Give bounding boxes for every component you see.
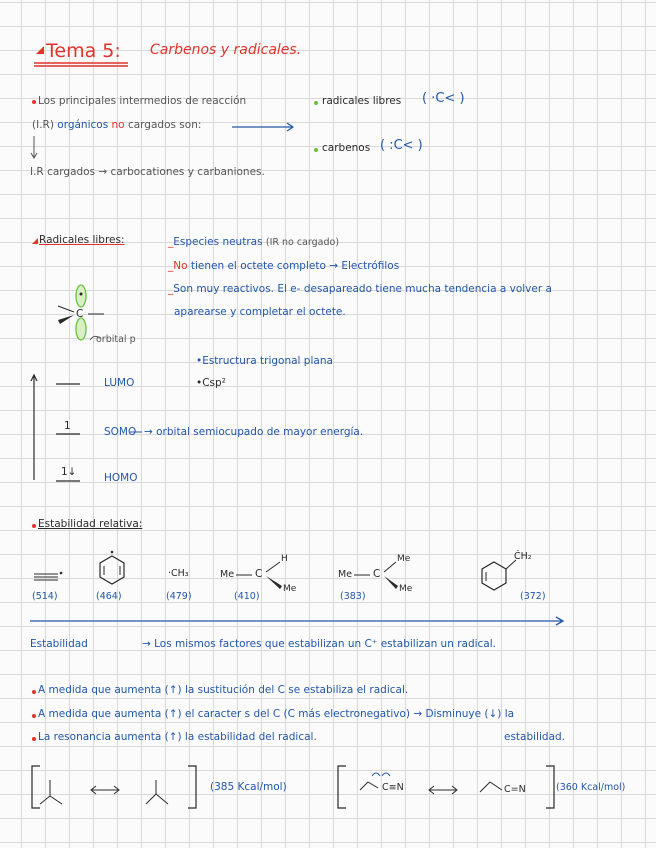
intro-line2: (I.R) orgánicos no cargados son: [32,119,202,131]
value-514: (514) [32,591,58,602]
h-label: H [281,554,288,564]
orbital-p-label: orbital p [96,334,136,345]
value-383: (383) [340,591,366,602]
me-label: Me [283,584,297,594]
carbon-label: C [255,568,263,580]
somo-description: → orbital semiocupado de mayor energía. [144,426,364,438]
rule-1: A medida que aumenta (↑) la sustitución del C se estabiliza el radical. [38,684,409,696]
radicales-p3: _Son muy reactivos. El e- desapareado tiene mucha tendencia a volver a [168,283,552,295]
radicales-p1: _Especies neutras (IR no cargado) [168,236,340,248]
rule-2: A medida que aumenta (↑) el caracter s del C (C más electronegativo) → Disminuye (↓) la [38,708,515,720]
cn-double: C=N [504,784,526,795]
me-label: Me [338,569,353,580]
page-title: Tema 5: [46,40,121,62]
page-subtitle: Carbenos y radicales. [150,42,302,58]
ch3-label: ·CH₃ [168,568,189,579]
value-410: (410) [234,591,260,602]
ch2-label: ĊH₂ [514,551,532,562]
somo-electron: 1 [64,420,71,432]
radical-formula: ( ·C< ) [422,91,465,106]
me-label: Me [220,569,235,580]
radicales-p2: _No tienen el octete completo → Electrófilos [168,260,400,272]
carbon-label: C [373,568,381,580]
stability-axis-desc: → Los mismos factores que estabilizan un C⁺ estabilizan un radical. [142,638,497,650]
value-464: (464) [96,591,122,602]
value-479: (479) [166,591,192,602]
cn-triple: C≡N [382,782,404,793]
radicales-p3b: aparearse y completar el octete. [174,306,346,318]
homo-label: HOMO [104,472,138,484]
resonance-value-2: (360 Kcal/mol) [556,782,626,793]
radicales-heading: Radicales libres: [39,234,125,246]
carbenos-label: carbenos [322,142,371,154]
value-372: (372) [520,591,546,602]
intro-line1: Los principales intermedios de reacción [38,95,247,107]
radicales-libres-label: radicales libres [322,95,402,107]
me-label: Me [397,554,411,564]
lumo-label: LUMO [104,377,135,389]
resonance-value-1: (385 Kcal/mol) [210,781,287,793]
estructura-text: •Estructura trigonal plana [196,355,333,367]
estabilidad-heading: Estabilidad relativa: [38,518,143,530]
intro-line3: I.R cargados → carbocationes y carbaniones. [30,166,265,178]
carbeno-formula: ( :C< ) [380,138,423,153]
stability-axis-label: Estabilidad [30,638,88,650]
carbon-label: C [76,308,84,320]
csp2-text: •Csp² [196,377,226,389]
rule-3: La resonancia aumenta (↑) la estabilidad del radical. [38,731,317,743]
rule-3-continuation: estabilidad. [504,731,566,743]
somo-label: SOMO [104,426,137,438]
homo-electrons: 1↓ [61,466,77,478]
me-label: Me [399,584,413,594]
